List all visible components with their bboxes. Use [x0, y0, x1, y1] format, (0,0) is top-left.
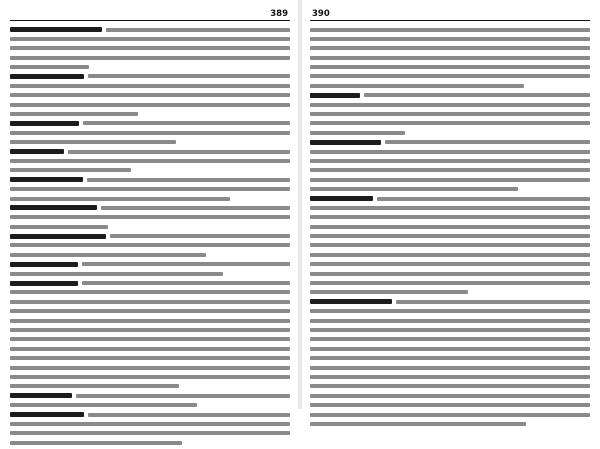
entry-text-bar [10, 159, 290, 163]
entry-headword-bar [10, 74, 84, 79]
entry-text-line [310, 308, 590, 316]
entry-text-line [310, 392, 590, 400]
entry-text-line [310, 129, 590, 137]
entry-text-line [10, 439, 290, 447]
entry-text-line [310, 64, 590, 72]
entry-text-line [310, 111, 590, 119]
entry-text-bar [310, 413, 590, 417]
dictionary-entry [310, 92, 590, 138]
entry-text-line [310, 402, 590, 410]
entry-text-bar [87, 178, 290, 182]
entry-text-bar [10, 403, 197, 407]
entry-text-bar [10, 347, 290, 351]
entry-text-bar [10, 243, 290, 247]
entry-text-line [10, 35, 290, 43]
entry-text-bar [10, 290, 290, 294]
entry-text-bar [310, 375, 590, 379]
entry-text-bar [101, 206, 290, 210]
entry-text-bar [310, 37, 590, 41]
entry-text-bar [310, 394, 590, 398]
left-page-body [10, 26, 290, 449]
entry-text-line [310, 214, 590, 222]
entry-text-bar [310, 159, 590, 163]
entry-text-line [310, 101, 590, 109]
entry-headword-bar [10, 149, 64, 154]
entry-text-line [10, 54, 290, 62]
dictionary-entry [10, 148, 290, 175]
entry-text-bar [10, 131, 290, 135]
entry-text-bar [10, 384, 179, 388]
entry-text-line [310, 186, 590, 194]
entry-text-line [310, 82, 590, 90]
entry-text-line [10, 195, 290, 203]
entry-text-line [10, 383, 290, 391]
entry-text-bar [310, 150, 590, 154]
entry-text-bar [10, 356, 290, 360]
entry-text-bar [10, 309, 290, 313]
entry-text-line [310, 420, 590, 428]
left-page [0, 0, 298, 409]
entry-text-line [10, 270, 290, 278]
entry-text-line [10, 214, 290, 222]
entry-text-line [10, 392, 290, 400]
entry-text-line [310, 45, 590, 53]
entry-text-line [310, 261, 590, 269]
entry-text-bar [310, 384, 590, 388]
entry-text-line [310, 327, 590, 335]
entry-text-line [10, 280, 290, 288]
entry-text-line [10, 45, 290, 53]
entry-text-line [310, 157, 590, 165]
entry-text-bar [82, 281, 290, 285]
entry-text-line [310, 35, 590, 43]
dictionary-entry [10, 120, 290, 147]
entry-text-bar [310, 206, 590, 210]
entry-text-line [10, 223, 290, 231]
entry-text-line [10, 101, 290, 109]
entry-text-line [310, 167, 590, 175]
entry-text-bar [377, 197, 590, 201]
entry-text-bar [10, 93, 290, 97]
entry-text-bar [10, 272, 223, 276]
entry-headword-bar [10, 393, 72, 398]
entry-text-bar [106, 28, 290, 32]
right-page [302, 0, 600, 409]
entry-text-bar [364, 93, 590, 97]
entry-text-bar [10, 441, 182, 445]
dictionary-entry [10, 411, 290, 447]
entry-text-line [310, 251, 590, 259]
entry-text-line [310, 373, 590, 381]
entry-text-bar [10, 215, 290, 219]
entry-text-line [10, 157, 290, 165]
entry-text-bar [68, 150, 290, 154]
entry-text-bar [310, 215, 590, 219]
entry-text-line [10, 420, 290, 428]
entry-text-line [310, 176, 590, 184]
dictionary-entry [10, 26, 290, 72]
entry-text-bar [310, 84, 524, 88]
entry-headword-bar [10, 205, 97, 210]
entry-text-line [310, 411, 590, 419]
entry-text-line [310, 317, 590, 325]
entry-headword-bar [10, 262, 78, 267]
entry-text-line [10, 204, 290, 212]
entry-text-line [10, 373, 290, 381]
entry-text-line [10, 308, 290, 316]
entry-text-line [10, 327, 290, 335]
entry-text-line [10, 233, 290, 241]
entry-text-line [310, 54, 590, 62]
dictionary-entry [10, 280, 290, 391]
entry-text-bar [310, 178, 590, 182]
entry-text-bar [10, 56, 290, 60]
entry-text-bar [310, 319, 590, 323]
entry-text-bar [10, 300, 290, 304]
entry-text-bar [10, 319, 290, 323]
dictionary-entry [310, 195, 590, 297]
entry-text-bar [310, 225, 590, 229]
right-page-body [310, 26, 590, 430]
entry-text-line [10, 82, 290, 90]
dictionary-entry [10, 73, 290, 119]
entry-text-bar [10, 375, 290, 379]
entry-text-line [10, 64, 290, 72]
entry-text-line [310, 289, 590, 297]
entry-text-line [10, 129, 290, 137]
entry-text-line [10, 120, 290, 128]
entry-headword-bar [10, 121, 79, 126]
entry-text-line [310, 195, 590, 203]
entry-text-bar [310, 131, 405, 135]
entry-text-bar [310, 347, 590, 351]
entry-text-bar [10, 140, 176, 144]
entry-text-line [310, 345, 590, 353]
entry-text-line [10, 186, 290, 194]
dictionary-entry [10, 233, 290, 260]
entry-text-line [310, 223, 590, 231]
entry-text-bar [310, 46, 590, 50]
entry-text-line [310, 298, 590, 306]
running-header [10, 6, 290, 21]
entry-text-line [10, 111, 290, 119]
entry-headword-bar [10, 177, 83, 182]
entry-text-bar [310, 328, 590, 332]
entry-text-bar [310, 422, 526, 426]
entry-text-line [10, 148, 290, 156]
entry-headword-bar [310, 140, 381, 145]
dictionary-entry [10, 261, 290, 278]
entry-text-bar [310, 262, 590, 266]
entry-text-line [10, 289, 290, 297]
entry-text-line [10, 261, 290, 269]
entry-text-bar [310, 187, 518, 191]
entry-text-bar [310, 253, 590, 257]
entry-text-line [310, 233, 590, 241]
entry-text-bar [10, 422, 290, 426]
entry-text-bar [10, 37, 290, 41]
entry-text-line [10, 139, 290, 147]
dictionary-entry [310, 26, 590, 90]
entry-text-line [10, 251, 290, 259]
entry-text-bar [10, 168, 131, 172]
entry-headword-bar [310, 93, 360, 98]
entry-text-bar [310, 290, 468, 294]
entry-text-line [310, 242, 590, 250]
entry-text-line [310, 336, 590, 344]
entry-text-line [310, 204, 590, 212]
entry-text-line [10, 364, 290, 372]
entry-text-bar [10, 84, 290, 88]
dictionary-entry [10, 392, 290, 409]
entry-text-bar [83, 121, 290, 125]
entry-text-line [310, 120, 590, 128]
entry-text-line [10, 73, 290, 81]
entry-text-line [10, 167, 290, 175]
entry-text-line [310, 26, 590, 34]
entry-text-bar [310, 403, 590, 407]
entry-text-bar [385, 140, 590, 144]
entry-text-bar [10, 197, 230, 201]
entry-text-bar [310, 112, 590, 116]
entry-text-bar [310, 121, 590, 125]
entry-text-bar [310, 65, 590, 69]
entry-headword-bar [10, 412, 84, 417]
dictionary-entry [10, 176, 290, 203]
entry-text-bar [310, 337, 590, 341]
entry-text-bar [310, 366, 590, 370]
entry-text-bar [10, 337, 290, 341]
entry-text-bar [88, 413, 290, 417]
entry-text-bar [310, 243, 590, 247]
entry-text-bar [310, 168, 590, 172]
entry-text-line [310, 73, 590, 81]
entry-text-line [10, 430, 290, 438]
entry-headword-bar [310, 196, 373, 201]
entry-text-bar [310, 309, 590, 313]
entry-text-bar [10, 225, 108, 229]
entry-text-line [310, 383, 590, 391]
dictionary-entry [310, 139, 590, 194]
entry-headword-bar [10, 281, 78, 286]
entry-text-line [10, 176, 290, 184]
entry-text-line [10, 336, 290, 344]
entry-text-bar [110, 234, 290, 238]
page-number: 390 [312, 9, 330, 19]
entry-text-line [10, 317, 290, 325]
entry-text-bar [10, 103, 290, 107]
entry-text-line [10, 242, 290, 250]
entry-headword-bar [310, 299, 392, 304]
entry-text-line [310, 270, 590, 278]
entry-headword-bar [10, 27, 102, 32]
entry-text-line [10, 298, 290, 306]
entry-text-line [10, 411, 290, 419]
entry-text-line [310, 280, 590, 288]
entry-text-bar [10, 46, 290, 50]
entry-text-bar [10, 253, 206, 257]
entry-text-line [10, 355, 290, 363]
entry-text-bar [310, 103, 590, 107]
entry-text-line [310, 364, 590, 372]
entry-text-bar [10, 187, 290, 191]
entry-text-bar [82, 262, 290, 266]
running-header [310, 6, 590, 21]
entry-text-bar [88, 74, 290, 78]
entry-text-line [10, 92, 290, 100]
entry-text-line [10, 402, 290, 410]
entry-text-line [310, 355, 590, 363]
entry-text-bar [396, 300, 590, 304]
entry-text-bar [10, 328, 290, 332]
entry-text-bar [310, 234, 590, 238]
entry-text-bar [76, 394, 290, 398]
dictionary-entry [10, 204, 290, 231]
entry-text-line [10, 26, 290, 34]
entry-text-bar [10, 431, 290, 435]
entry-headword-bar [10, 234, 106, 239]
page-number: 389 [270, 9, 288, 19]
entry-text-bar [310, 74, 590, 78]
entry-text-bar [10, 366, 290, 370]
entry-text-bar [310, 28, 590, 32]
entry-text-bar [310, 356, 590, 360]
entry-text-bar [310, 281, 590, 285]
entry-text-bar [10, 112, 138, 116]
entry-text-bar [10, 65, 89, 69]
entry-text-line [310, 139, 590, 147]
entry-text-line [10, 345, 290, 353]
entry-text-bar [310, 56, 590, 60]
entry-text-bar [310, 272, 590, 276]
entry-text-line [310, 92, 590, 100]
entry-text-line [310, 148, 590, 156]
